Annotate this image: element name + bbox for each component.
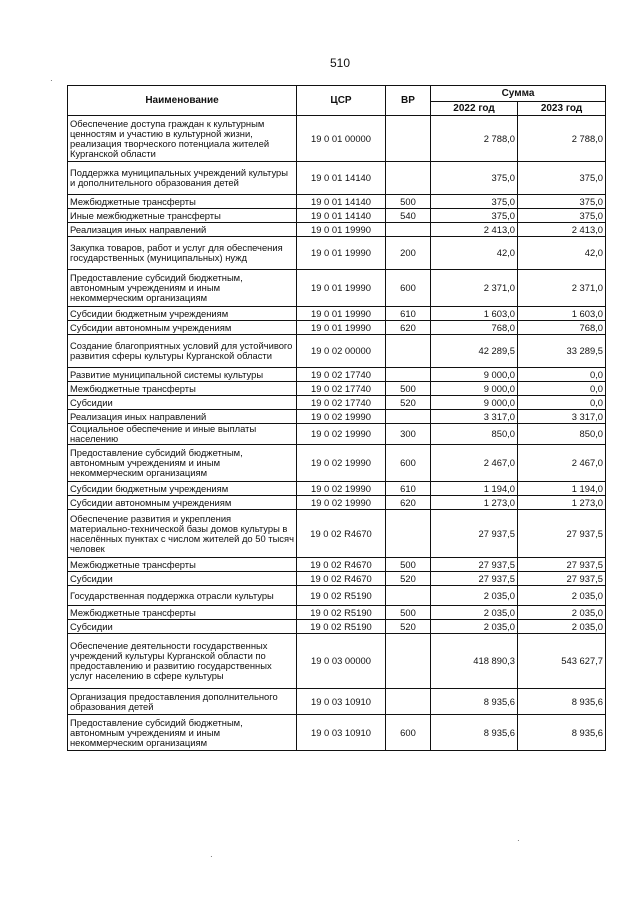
row-csr: 19 0 02 00000 xyxy=(297,335,386,368)
row-name: Поддержка муниципальных учреждений культуры и дополнительного образования детей xyxy=(68,162,297,195)
row-csr: 19 0 01 19990 xyxy=(297,270,386,307)
row-sum-2022: 375,0 xyxy=(431,195,518,209)
row-csr: 19 0 01 19990 xyxy=(297,223,386,237)
table-row xyxy=(68,396,606,410)
page-dot-bottom-right: · xyxy=(517,836,520,845)
row-name: Межбюджетные трансферты xyxy=(68,382,297,396)
table-row xyxy=(68,335,606,368)
row-sum-2023: 42,0 xyxy=(518,237,606,270)
table-row xyxy=(68,162,606,195)
row-name: Обеспечение развития и укрепления материально-технической базы домов культуры в населённых пунктах с числом жителей до 50 тысяч человек xyxy=(68,510,297,558)
row-sum-2023: 1 273,0 xyxy=(518,496,606,510)
row-sum-2023: 543 627,7 xyxy=(518,634,606,689)
table-row xyxy=(68,620,606,634)
row-vr: 620 xyxy=(386,321,431,335)
row-vr xyxy=(386,689,431,715)
row-name: Государственная поддержка отрасли культуры xyxy=(68,586,297,606)
row-sum-2023: 2 035,0 xyxy=(518,620,606,634)
row-csr: 19 0 02 17740 xyxy=(297,396,386,410)
table-row xyxy=(68,209,606,223)
row-sum-2022: 3 317,0 xyxy=(431,410,518,424)
row-name: Реализация иных направлений xyxy=(68,223,297,237)
row-vr: 520 xyxy=(386,396,431,410)
row-csr: 19 0 03 10910 xyxy=(297,689,386,715)
table-row xyxy=(68,586,606,606)
table-row xyxy=(68,572,606,586)
row-name: Субсидии xyxy=(68,572,297,586)
row-sum-2023: 33 289,5 xyxy=(518,335,606,368)
row-csr: 19 0 02 19990 xyxy=(297,445,386,482)
row-sum-2022: 8 935,6 xyxy=(431,689,518,715)
row-csr: 19 0 01 19990 xyxy=(297,321,386,335)
row-vr xyxy=(386,116,431,162)
row-name: Реализация иных направлений xyxy=(68,410,297,424)
row-sum-2023: 0,0 xyxy=(518,368,606,382)
row-sum-2022: 1 273,0 xyxy=(431,496,518,510)
header-name: Наименование xyxy=(68,86,297,116)
row-sum-2023: 2 467,0 xyxy=(518,445,606,482)
table-row xyxy=(68,606,606,620)
row-vr xyxy=(386,162,431,195)
row-sum-2022: 1 194,0 xyxy=(431,482,518,496)
row-sum-2022: 2 467,0 xyxy=(431,445,518,482)
row-name: Предоставление субсидий бюджетным, автономным учреждениям и иным некоммерческим организациям xyxy=(68,715,297,751)
row-sum-2022: 2 413,0 xyxy=(431,223,518,237)
row-name: Межбюджетные трансферты xyxy=(68,195,297,209)
row-sum-2022: 42,0 xyxy=(431,237,518,270)
table-row xyxy=(68,270,606,307)
row-name: Субсидии автономным учреждениям xyxy=(68,321,297,335)
header-2023: 2023 год xyxy=(518,102,606,116)
table-row xyxy=(68,689,606,715)
row-name: Субсидии автономным учреждениям xyxy=(68,496,297,510)
row-name: Межбюджетные трансферты xyxy=(68,606,297,620)
row-csr: 19 0 01 14140 xyxy=(297,195,386,209)
page-dot-left: · xyxy=(50,76,53,85)
row-name: Обеспечение доступа граждан к культурным ценностям и участию в культурной жизни, реализация творческого потенциала жителей Курганской области xyxy=(68,116,297,162)
row-sum-2023: 8 935,6 xyxy=(518,715,606,751)
row-vr: 200 xyxy=(386,237,431,270)
row-sum-2023: 2 035,0 xyxy=(518,606,606,620)
row-vr xyxy=(386,223,431,237)
row-sum-2022: 375,0 xyxy=(431,162,518,195)
row-sum-2022: 768,0 xyxy=(431,321,518,335)
row-vr: 540 xyxy=(386,209,431,223)
page-number: 510 xyxy=(329,56,351,70)
row-vr xyxy=(386,368,431,382)
row-sum-2022: 850,0 xyxy=(431,424,518,445)
table-row xyxy=(68,223,606,237)
table-row xyxy=(68,634,606,689)
row-sum-2023: 27 937,5 xyxy=(518,510,606,558)
row-csr: 19 0 01 19990 xyxy=(297,237,386,270)
table-row xyxy=(68,382,606,396)
row-name: Субсидии бюджетным учреждениям xyxy=(68,307,297,321)
row-vr: 600 xyxy=(386,445,431,482)
table-row xyxy=(68,445,606,482)
row-sum-2022: 9 000,0 xyxy=(431,396,518,410)
table-row xyxy=(68,410,606,424)
row-name: Субсидии бюджетным учреждениям xyxy=(68,482,297,496)
row-name: Предоставление субсидий бюджетным, автономным учреждениям и иным некоммерческим организациям xyxy=(68,270,297,307)
row-sum-2022: 418 890,3 xyxy=(431,634,518,689)
row-sum-2022: 27 937,5 xyxy=(431,572,518,586)
row-vr: 500 xyxy=(386,195,431,209)
row-sum-2022: 1 603,0 xyxy=(431,307,518,321)
row-name: Закупка товаров, работ и услуг для обеспечения государственных (муниципальных) нужд xyxy=(68,237,297,270)
row-csr: 19 0 02 19990 xyxy=(297,410,386,424)
row-sum-2023: 2 371,0 xyxy=(518,270,606,307)
table-row xyxy=(68,496,606,510)
row-csr: 19 0 02 R4670 xyxy=(297,510,386,558)
table-row xyxy=(68,558,606,572)
row-csr: 19 0 02 R4670 xyxy=(297,558,386,572)
row-sum-2023: 850,0 xyxy=(518,424,606,445)
row-vr: 300 xyxy=(386,424,431,445)
row-csr: 19 0 02 R4670 xyxy=(297,572,386,586)
row-sum-2022: 8 935,6 xyxy=(431,715,518,751)
row-name: Социальное обеспечение и иные выплаты населению xyxy=(68,424,297,445)
row-name: Обеспечение деятельности государственных учреждений культуры Курганской области по предоставлению и развитию государственных услуг населению в сфере культуры xyxy=(68,634,297,689)
row-vr: 600 xyxy=(386,715,431,751)
header-csr: ЦСР xyxy=(297,86,386,116)
row-csr: 19 0 02 19990 xyxy=(297,424,386,445)
row-sum-2022: 42 289,5 xyxy=(431,335,518,368)
row-sum-2022: 9 000,0 xyxy=(431,382,518,396)
row-vr: 610 xyxy=(386,482,431,496)
row-sum-2022: 9 000,0 xyxy=(431,368,518,382)
row-sum-2023: 375,0 xyxy=(518,209,606,223)
row-sum-2023: 2 413,0 xyxy=(518,223,606,237)
row-vr: 610 xyxy=(386,307,431,321)
row-vr: 500 xyxy=(386,606,431,620)
row-sum-2022: 2 788,0 xyxy=(431,116,518,162)
row-sum-2023: 0,0 xyxy=(518,382,606,396)
row-name: Развитие муниципальной системы культуры xyxy=(68,368,297,382)
header-sum: Сумма xyxy=(431,86,606,102)
row-name: Иные межбюджетные трансферты xyxy=(68,209,297,223)
row-vr: 620 xyxy=(386,496,431,510)
row-csr: 19 0 01 00000 xyxy=(297,116,386,162)
row-csr: 19 0 02 17740 xyxy=(297,382,386,396)
row-csr: 19 0 01 14140 xyxy=(297,209,386,223)
row-sum-2023: 1 603,0 xyxy=(518,307,606,321)
row-sum-2023: 2 035,0 xyxy=(518,586,606,606)
row-name: Межбюджетные трансферты xyxy=(68,558,297,572)
row-sum-2023: 375,0 xyxy=(518,195,606,209)
row-sum-2023: 2 788,0 xyxy=(518,116,606,162)
row-csr: 19 0 02 R5190 xyxy=(297,586,386,606)
table-row xyxy=(68,116,606,162)
table-row xyxy=(68,195,606,209)
row-csr: 19 0 02 R5190 xyxy=(297,620,386,634)
row-csr: 19 0 02 19990 xyxy=(297,482,386,496)
row-vr xyxy=(386,410,431,424)
row-vr: 500 xyxy=(386,382,431,396)
row-vr: 500 xyxy=(386,558,431,572)
header-vr: ВР xyxy=(386,86,431,116)
table-row xyxy=(68,510,606,558)
page-dot-bottom: · xyxy=(210,852,213,861)
row-sum-2022: 375,0 xyxy=(431,209,518,223)
row-sum-2023: 1 194,0 xyxy=(518,482,606,496)
row-vr xyxy=(386,510,431,558)
table-row xyxy=(68,482,606,496)
budget-table xyxy=(67,85,606,751)
row-sum-2023: 27 937,5 xyxy=(518,572,606,586)
table-row xyxy=(68,321,606,335)
row-sum-2023: 768,0 xyxy=(518,321,606,335)
row-sum-2022: 2 035,0 xyxy=(431,586,518,606)
table-row xyxy=(68,424,606,445)
row-sum-2023: 375,0 xyxy=(518,162,606,195)
row-vr xyxy=(386,634,431,689)
row-vr: 520 xyxy=(386,620,431,634)
row-sum-2022: 2 035,0 xyxy=(431,606,518,620)
row-sum-2023: 3 317,0 xyxy=(518,410,606,424)
header-2022: 2022 год xyxy=(431,102,518,116)
row-csr: 19 0 02 R5190 xyxy=(297,606,386,620)
row-vr: 600 xyxy=(386,270,431,307)
row-csr: 19 0 02 19990 xyxy=(297,496,386,510)
row-sum-2022: 27 937,5 xyxy=(431,510,518,558)
row-sum-2023: 27 937,5 xyxy=(518,558,606,572)
row-sum-2023: 0,0 xyxy=(518,396,606,410)
row-name: Субсидии xyxy=(68,620,297,634)
row-csr: 19 0 03 10910 xyxy=(297,715,386,751)
row-csr: 19 0 02 17740 xyxy=(297,368,386,382)
row-name: Организация предоставления дополнительного образования детей xyxy=(68,689,297,715)
table-row xyxy=(68,368,606,382)
row-vr: 520 xyxy=(386,572,431,586)
row-name: Создание благоприятных условий для устойчивого развития сферы культуры Курганской области xyxy=(68,335,297,368)
row-sum-2022: 27 937,5 xyxy=(431,558,518,572)
row-csr: 19 0 01 14140 xyxy=(297,162,386,195)
row-name: Предоставление субсидий бюджетным, автономным учреждениям и иным некоммерческим организациям xyxy=(68,445,297,482)
row-name: Субсидии xyxy=(68,396,297,410)
table-row xyxy=(68,307,606,321)
row-sum-2022: 2 371,0 xyxy=(431,270,518,307)
row-sum-2023: 8 935,6 xyxy=(518,689,606,715)
row-csr: 19 0 03 00000 xyxy=(297,634,386,689)
row-csr: 19 0 01 19990 xyxy=(297,307,386,321)
table-row xyxy=(68,715,606,751)
row-vr xyxy=(386,586,431,606)
row-vr xyxy=(386,335,431,368)
table-row xyxy=(68,237,606,270)
row-sum-2022: 2 035,0 xyxy=(431,620,518,634)
